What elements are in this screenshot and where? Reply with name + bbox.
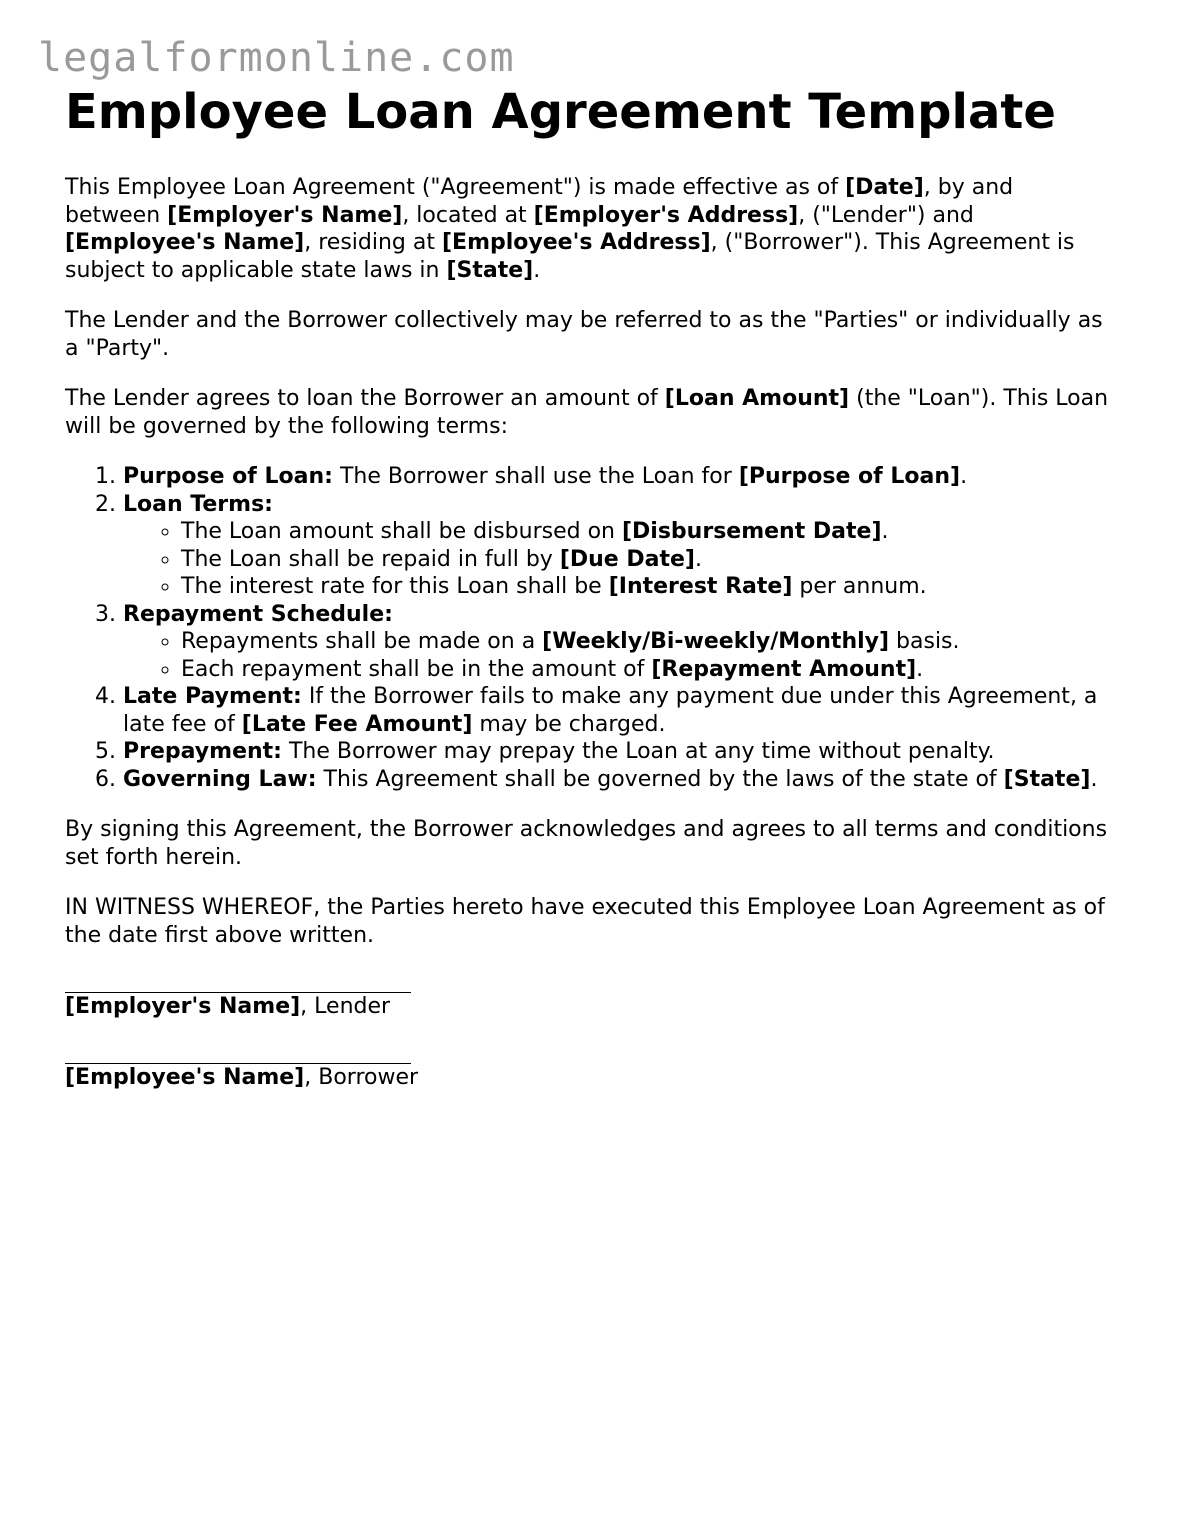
sub-item-due-date xyxy=(181,546,1115,574)
sub-text: basis. xyxy=(889,629,960,654)
loan-terms-sublist xyxy=(123,518,1115,601)
term-label: Governing Law: xyxy=(123,766,317,792)
term-late-payment xyxy=(123,683,1115,738)
site-watermark: legalformonline.com xyxy=(38,35,515,81)
borrower-role: , Borrower xyxy=(304,1064,419,1090)
term-text: . xyxy=(960,464,968,489)
disbursement-date-placeholder: [Disbursement Date] xyxy=(621,519,882,544)
terms-list xyxy=(65,463,1115,793)
sub-text: . xyxy=(694,546,702,572)
employer-name-placeholder: [Employer's Name] xyxy=(167,202,403,228)
acknowledgment-paragraph: By signing this Agreement, the Borrower acknowledges and agrees to all terms and conditions set forth herein. xyxy=(65,817,1108,870)
witness-paragraph: IN WITNESS WHEREOF, the Parties hereto have executed this Employee Loan Agreement as of the date first above written. xyxy=(65,895,1105,948)
term-text: may be charged. xyxy=(472,711,666,737)
sub-text: per annum. xyxy=(792,574,927,599)
late-fee-placeholder: [Late Fee Amount] xyxy=(241,711,473,737)
intro-text: , ("Lender") and xyxy=(798,202,974,228)
term-purpose xyxy=(123,463,1115,491)
date-placeholder: [Date] xyxy=(845,175,924,200)
frequency-placeholder: [Weekly/Bi-weekly/Monthly] xyxy=(542,629,890,654)
loan-text: The Lender agrees to loan the Borrower an amount of xyxy=(65,386,665,411)
sub-item-disbursement xyxy=(181,518,1115,546)
employee-name-placeholder: [Employee's Name] xyxy=(65,230,305,255)
sub-text: Repayments shall be made on a xyxy=(181,629,543,654)
term-loan-terms xyxy=(123,491,1115,601)
loan-paragraph xyxy=(65,385,1115,440)
purpose-placeholder: [Purpose of Loan] xyxy=(738,464,961,489)
document-title: Employee Loan Agreement Template xyxy=(65,84,1056,140)
sub-text: The interest rate for this Loan shall be xyxy=(181,574,609,599)
term-repayment xyxy=(123,601,1115,684)
lender-name-placeholder: [Employer's Name] xyxy=(65,994,301,1019)
sub-text: . xyxy=(881,519,889,544)
intro-text: , by and between xyxy=(65,175,1014,228)
lender-role: , Lender xyxy=(300,994,391,1019)
term-text: If the Borrower fails to make any payment due under this Agreement, a late fee of xyxy=(123,684,1098,737)
term-text: . xyxy=(1090,766,1098,792)
term-text: The Borrower may prepay the Loan at any time without penalty. xyxy=(281,739,995,764)
state-placeholder: [State] xyxy=(1003,766,1091,792)
term-governing-law xyxy=(123,766,1115,794)
lender-signature-line xyxy=(65,972,411,993)
sub-text: The Loan shall be repaid in full by xyxy=(181,546,560,572)
intro-text: , ("Borrower"). This Agreement is subject to applicable state laws in xyxy=(65,230,1075,283)
term-label: Prepayment: xyxy=(123,739,282,764)
term-label: Loan Terms: xyxy=(123,491,273,517)
term-prepayment xyxy=(123,738,1115,766)
term-label: Repayment Schedule: xyxy=(123,601,393,627)
borrower-name-placeholder: [Employee's Name] xyxy=(65,1064,305,1090)
parties-paragraph: The Lender and the Borrower collectively may be referred to as the "Parties" or individually as a "Party". xyxy=(65,308,1103,361)
loan-text: (the "Loan"). This Loan will be governed by the following terms: xyxy=(65,386,1109,439)
interest-rate-placeholder: [Interest Rate] xyxy=(608,574,793,599)
borrower-signature-block xyxy=(65,1064,1115,1092)
sub-text: . xyxy=(916,656,924,682)
repayment-amount-placeholder: [Repayment Amount] xyxy=(651,656,917,682)
sub-text: The Loan amount shall be disbursed on xyxy=(181,519,622,544)
intro-text: This Employee Loan Agreement ("Agreement") is made effective as of xyxy=(65,175,846,200)
employer-address-placeholder: [Employer's Address] xyxy=(533,202,799,228)
intro-text: . xyxy=(533,257,541,283)
borrower-signature-line xyxy=(65,1043,411,1064)
sub-item-repayment-amount xyxy=(181,656,1115,684)
intro-text: , located at xyxy=(402,202,534,228)
term-text: This Agreement shall be governed by the laws of the state of xyxy=(316,766,1004,792)
lender-signature-block xyxy=(65,993,1115,1021)
document-body xyxy=(65,84,1115,1113)
term-text: The Borrower shall use the Loan for xyxy=(332,464,739,489)
term-label: Late Payment: xyxy=(123,684,302,709)
sub-item-interest xyxy=(181,573,1115,601)
repayment-sublist xyxy=(123,628,1115,683)
state-placeholder: [State] xyxy=(446,257,534,283)
term-label: Purpose of Loan: xyxy=(123,464,333,489)
employee-address-placeholder: [Employee's Address] xyxy=(442,230,711,255)
intro-text: , residing at xyxy=(304,230,442,255)
sub-item-frequency xyxy=(181,628,1115,656)
intro-paragraph xyxy=(65,174,1115,284)
due-date-placeholder: [Due Date] xyxy=(559,546,695,572)
sub-text: Each repayment shall be in the amount of xyxy=(181,656,652,682)
loan-amount-placeholder: [Loan Amount] xyxy=(664,386,850,411)
